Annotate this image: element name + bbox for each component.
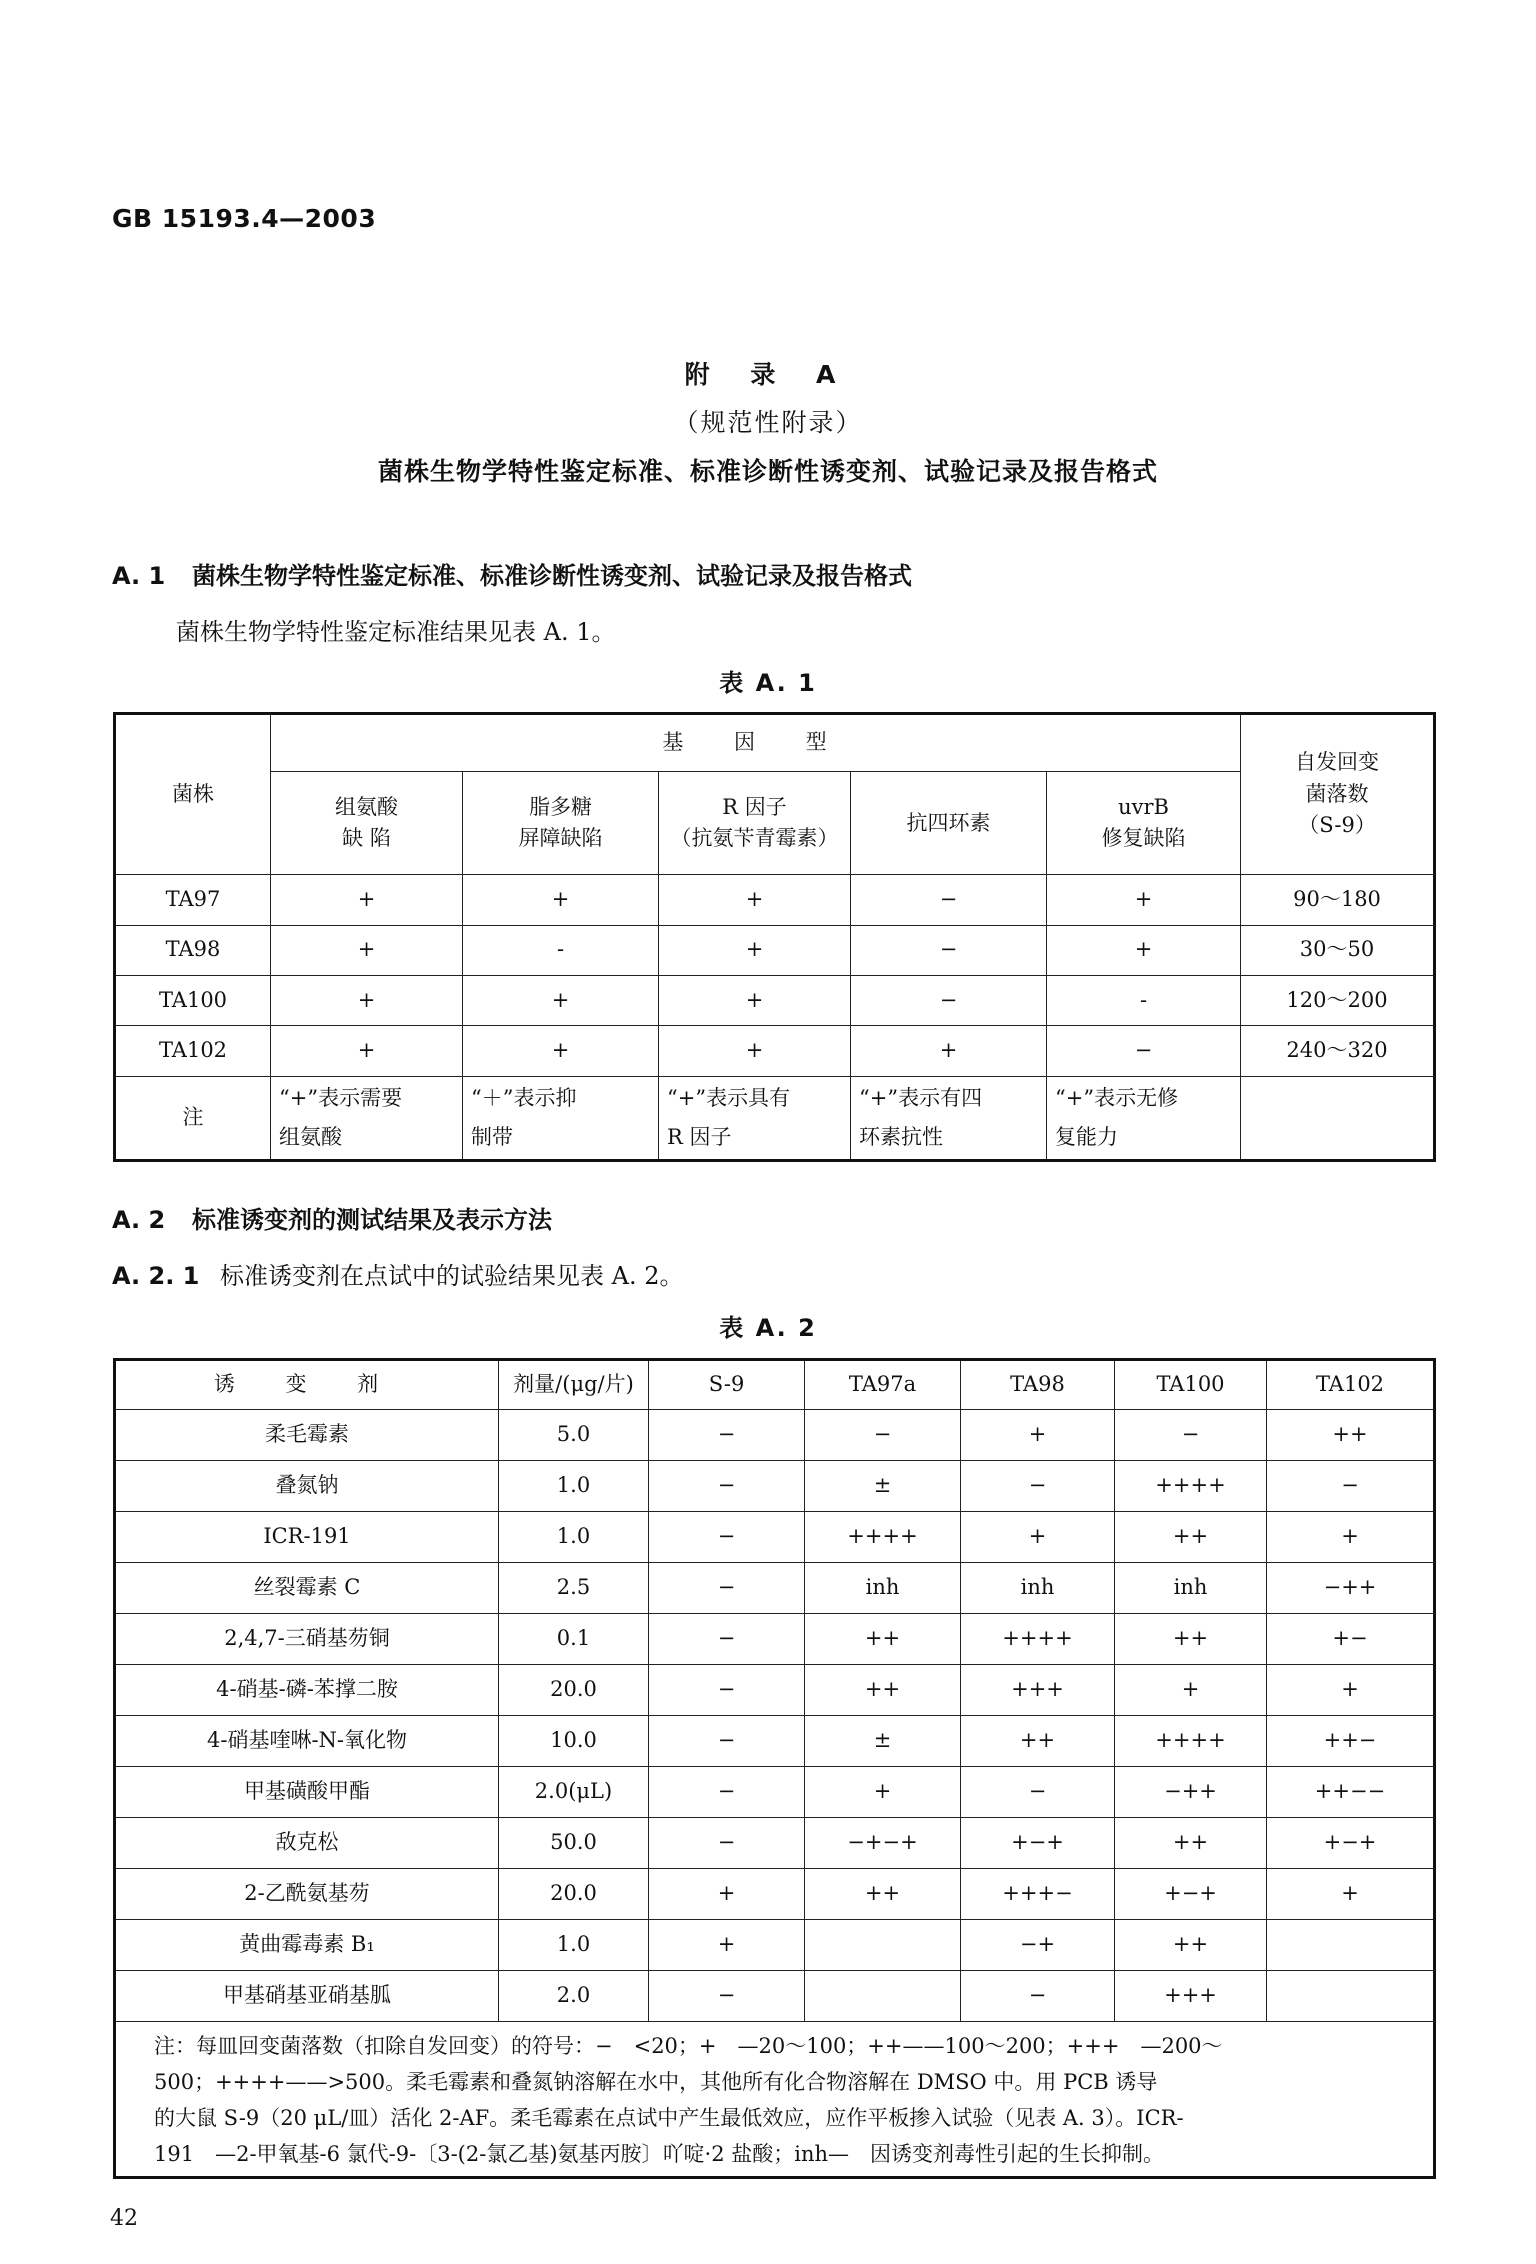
result-cell: + (1115, 1665, 1267, 1716)
note-line: R 因子 (667, 1124, 732, 1149)
strain-cell: TA98 (115, 925, 271, 975)
table-row (115, 1971, 1435, 2022)
section-a2-heading (112, 1200, 552, 1235)
dose-cell: 2.0(μL) (499, 1767, 649, 1818)
result-cell: ++++ (805, 1512, 961, 1563)
spontaneous-cell: 90～180 (1241, 875, 1435, 925)
note-line: “+”表示具有 (667, 1085, 791, 1110)
result-cell: − (649, 1461, 805, 1512)
table-a2-note (115, 2022, 1435, 2178)
dose-cell: 1.0 (499, 1461, 649, 1512)
mutagen-cell: 敌克松 (115, 1818, 499, 1869)
genotype-column-header (851, 772, 1047, 875)
table-row (115, 1563, 1435, 1614)
result-cell: ± (805, 1461, 961, 1512)
mutagen-cell: 甲基磺酸甲酯 (115, 1767, 499, 1818)
result-cell: ++ (1115, 1614, 1267, 1665)
genotype-cell: + (463, 1026, 659, 1076)
result-cell: ++ (805, 1869, 961, 1920)
note-line: 制带 (471, 1124, 513, 1149)
appendix-subtitle: （规范性附录） (673, 408, 863, 437)
result-cell: − (961, 1971, 1115, 2022)
column-header: TA98 (961, 1360, 1115, 1410)
note-label: 注 (115, 1076, 271, 1160)
dose-cell: 5.0 (499, 1410, 649, 1461)
result-cell: inh (805, 1563, 961, 1614)
header-line: 修复缺陷 (1101, 826, 1186, 851)
result-cell: +++− (961, 1869, 1115, 1920)
note-line: “＋”表示抑 (471, 1085, 577, 1110)
section-a1-paragraph: 菌株生物学特性鉴定标准结果见表 A. 1。 (176, 618, 616, 646)
genotype-cell: + (659, 925, 851, 975)
table-row (115, 875, 1435, 925)
result-cell: + (961, 1410, 1115, 1461)
section-number: A. 1 (112, 562, 166, 590)
result-cell: + (1267, 1869, 1435, 1920)
dose-cell: 2.0 (499, 1971, 649, 2022)
genotype-cell: + (271, 875, 463, 925)
header-line: （S-9） (1298, 813, 1376, 838)
appendix-name: 菌株生物学特性鉴定标准、标准诊断性诱变剂、试验记录及报告格式 (377, 457, 1158, 486)
header-line: 缺 陷 (342, 826, 391, 851)
result-cell: − (649, 1665, 805, 1716)
mutagen-cell: 柔毛霉素 (115, 1410, 499, 1461)
result-cell: − (649, 1614, 805, 1665)
column-header: TA100 (1115, 1360, 1267, 1410)
genotype-column-header (271, 772, 463, 875)
appendix-title: 附 录 A (684, 360, 852, 389)
note-line: “+”表示需要 (279, 1085, 403, 1110)
table-row (115, 975, 1435, 1025)
result-cell: +−+ (1267, 1818, 1435, 1869)
table-row (115, 1767, 1435, 1818)
dose-cell: 1.0 (499, 1920, 649, 1971)
table-row (115, 1410, 1435, 1461)
table-note-row (115, 1076, 1435, 1160)
note-cell (271, 1076, 463, 1160)
genotype-header: 基 因 型 (271, 714, 1241, 772)
result-cell: +++ (1115, 1971, 1267, 2022)
result-cell: −++ (1115, 1767, 1267, 1818)
genotype-cell: − (851, 975, 1047, 1025)
genotype-cell: − (851, 925, 1047, 975)
note-line: 复能力 (1055, 1124, 1118, 1149)
result-cell: −+−+ (805, 1818, 961, 1869)
spontaneous-header (1241, 714, 1435, 875)
genotype-cell: + (659, 1026, 851, 1076)
result-cell: + (805, 1767, 961, 1818)
dose-cell: 10.0 (499, 1716, 649, 1767)
result-cell: ++++ (1115, 1461, 1267, 1512)
column-header: TA102 (1267, 1360, 1435, 1410)
mutagen-cell: 2,4,7-三硝基芴铜 (115, 1614, 499, 1665)
section-a21-heading (112, 1256, 684, 1291)
result-cell: − (649, 1767, 805, 1818)
dose-cell: 20.0 (499, 1665, 649, 1716)
column-header: 剂量/(μg/片) (499, 1360, 649, 1410)
mutagen-cell: 丝裂霉素 C (115, 1563, 499, 1614)
result-cell: ++ (1115, 1818, 1267, 1869)
section-a1-heading (112, 556, 912, 591)
note-line: “+”表示无修 (1055, 1085, 1179, 1110)
column-header: TA97a (805, 1360, 961, 1410)
result-cell: ++ (805, 1614, 961, 1665)
result-cell: inh (961, 1563, 1115, 1614)
section-title: 标准诱变剂的测试结果及表示方法 (192, 1206, 552, 1234)
table-a2 (113, 1358, 1436, 2179)
mutagen-cell: ICR-191 (115, 1512, 499, 1563)
note-line: 191 —2-甲氧基-6 氯代-9-〔3-(2-氯乙基)氨基丙胺〕吖啶·2 盐酸；inh— 因诱变剂毒性引起的生长抑制。 (154, 2142, 1164, 2167)
strain-cell: TA97 (115, 875, 271, 925)
header-line: 菌落数 (1305, 781, 1369, 806)
note-line: 的大鼠 S-9（20 μL/皿）活化 2-AF。柔毛霉素在点试中产生最低效应，应作平板掺入试验（见表 A. 3）。ICR- (154, 2106, 1184, 2131)
result-cell: − (805, 1410, 961, 1461)
header-line: 自发回变 (1295, 750, 1380, 775)
result-cell: ++++ (961, 1614, 1115, 1665)
dose-cell: 50.0 (499, 1818, 649, 1869)
note-cell (463, 1076, 659, 1160)
result-cell: ++ (1267, 1410, 1435, 1461)
mutagen-cell: 黄曲霉毒素 B₁ (115, 1920, 499, 1971)
spontaneous-cell: 240～320 (1241, 1026, 1435, 1076)
section-paragraph: 标准诱变剂在点试中的试验结果见表 A. 2。 (220, 1262, 684, 1290)
note-cell (851, 1076, 1047, 1160)
spontaneous-cell: 120～200 (1241, 975, 1435, 1025)
table-row (115, 1614, 1435, 1665)
dose-cell: 1.0 (499, 1512, 649, 1563)
genotype-column-header (659, 772, 851, 875)
mutagen-cell: 叠氮钠 (115, 1461, 499, 1512)
note-line: 环素抗性 (859, 1124, 943, 1149)
header-line: 组氨酸 (335, 794, 398, 819)
table-header-row (115, 1360, 1435, 1410)
result-cell: + (1267, 1512, 1435, 1563)
table-row (115, 1920, 1435, 1971)
section-title: 菌株生物学特性鉴定标准、标准诊断性诱变剂、试验记录及报告格式 (192, 562, 912, 590)
result-cell: − (1267, 1461, 1435, 1512)
result-cell: ++ (961, 1716, 1115, 1767)
genotype-cell: + (1047, 875, 1241, 925)
genotype-cell: + (1047, 925, 1241, 975)
genotype-cell: - (463, 925, 659, 975)
result-cell: − (649, 1971, 805, 2022)
result-cell: − (649, 1512, 805, 1563)
result-cell: ++++ (1115, 1716, 1267, 1767)
result-cell: ++ (1115, 1920, 1267, 1971)
result-cell: − (961, 1767, 1115, 1818)
dose-cell: 0.1 (499, 1614, 649, 1665)
mutagen-cell: 4-硝基-磷-苯撑二胺 (115, 1665, 499, 1716)
dose-cell: 2.5 (499, 1563, 649, 1614)
strain-cell: TA102 (115, 1026, 271, 1076)
result-cell: ++−− (1267, 1767, 1435, 1818)
note-cell (659, 1076, 851, 1160)
result-cell: +++ (961, 1665, 1115, 1716)
result-cell: + (649, 1869, 805, 1920)
genotype-cell: - (1047, 975, 1241, 1025)
table-a1 (113, 712, 1436, 1162)
genotype-column-header (463, 772, 659, 875)
strain-header: 菌株 (115, 714, 271, 875)
result-cell: ++ (1115, 1512, 1267, 1563)
result-cell: + (649, 1920, 805, 1971)
genotype-cell: + (463, 875, 659, 925)
table-row (115, 1869, 1435, 1920)
mutagen-cell: 4-硝基喹啉-N-氧化物 (115, 1716, 499, 1767)
table-a1-caption: 表 A. 1 (719, 669, 817, 697)
genotype-cell: + (463, 975, 659, 1025)
table-row (115, 1461, 1435, 1512)
result-cell: − (649, 1410, 805, 1461)
note-line: 注：每皿回变菌落数（扣除自发回变）的符号：− <20；+ —20～100；++——100～200；+++ —200～ (154, 2034, 1223, 2058)
genotype-cell: + (659, 875, 851, 925)
mutagen-cell: 甲基硝基亚硝基胍 (115, 1971, 499, 2022)
result-cell: − (961, 1461, 1115, 1512)
note-cell (1047, 1076, 1241, 1160)
result-cell: ++ (805, 1665, 961, 1716)
result-cell: − (1115, 1410, 1267, 1461)
result-cell: ± (805, 1716, 961, 1767)
note-line: “+”表示有四 (859, 1085, 983, 1110)
table-note-row (115, 2022, 1435, 2178)
result-cell (1267, 1971, 1435, 2022)
result-cell: −++ (1267, 1563, 1435, 1614)
result-cell (805, 1920, 961, 1971)
genotype-cell: − (851, 875, 1047, 925)
genotype-cell: − (1047, 1026, 1241, 1076)
table-row (115, 1818, 1435, 1869)
strain-cell: TA100 (115, 975, 271, 1025)
header-line: 屏障缺陷 (518, 826, 603, 851)
note-empty-cell (1241, 1076, 1435, 1160)
genotype-column-header (1047, 772, 1241, 875)
header-line: 抗四环素 (906, 810, 991, 835)
note-line: 500；++++——>500。柔毛霉素和叠氮钠溶解在水中，其他所有化合物溶解在 DMSO 中。用 PCB 诱导 (154, 2070, 1158, 2095)
spontaneous-cell: 30～50 (1241, 925, 1435, 975)
standard-code: GB 15193.4—2003 (112, 204, 377, 233)
header-line: 脂多糖 (529, 794, 592, 819)
genotype-cell: + (271, 975, 463, 1025)
result-cell: − (649, 1563, 805, 1614)
result-cell: −+ (961, 1920, 1115, 1971)
genotype-cell: + (271, 1026, 463, 1076)
column-header: S-9 (649, 1360, 805, 1410)
table-row (115, 1512, 1435, 1563)
page-number: 42 (110, 2206, 138, 2231)
mutagen-cell: 2-乙酰氨基芴 (115, 1869, 499, 1920)
header-line: uvrB (1118, 794, 1169, 819)
result-cell: ++− (1267, 1716, 1435, 1767)
result-cell: +−+ (1115, 1869, 1267, 1920)
result-cell (1267, 1920, 1435, 1971)
dose-cell: 20.0 (499, 1869, 649, 1920)
note-line: 组氨酸 (279, 1124, 342, 1149)
table-row (115, 1665, 1435, 1716)
genotype-cell: + (271, 925, 463, 975)
result-cell: +− (1267, 1614, 1435, 1665)
result-cell (805, 1971, 961, 2022)
table-row (115, 925, 1435, 975)
genotype-cell: + (659, 975, 851, 1025)
table-row (115, 1026, 1435, 1076)
genotype-cell: + (851, 1026, 1047, 1076)
header-line: R 因子 (722, 794, 787, 819)
result-cell: + (961, 1512, 1115, 1563)
table-a2-caption: 表 A. 2 (719, 1314, 817, 1342)
table-row (115, 1716, 1435, 1767)
result-cell: − (649, 1716, 805, 1767)
section-number: A. 2. 1 (112, 1262, 200, 1290)
result-cell: +−+ (961, 1818, 1115, 1869)
result-cell: + (1267, 1665, 1435, 1716)
result-cell: inh (1115, 1563, 1267, 1614)
header-line: （抗氨苄青霉素） (670, 826, 839, 851)
column-header: 诱 变 剂 (115, 1360, 499, 1410)
section-number: A. 2 (112, 1206, 166, 1234)
result-cell: − (649, 1818, 805, 1869)
